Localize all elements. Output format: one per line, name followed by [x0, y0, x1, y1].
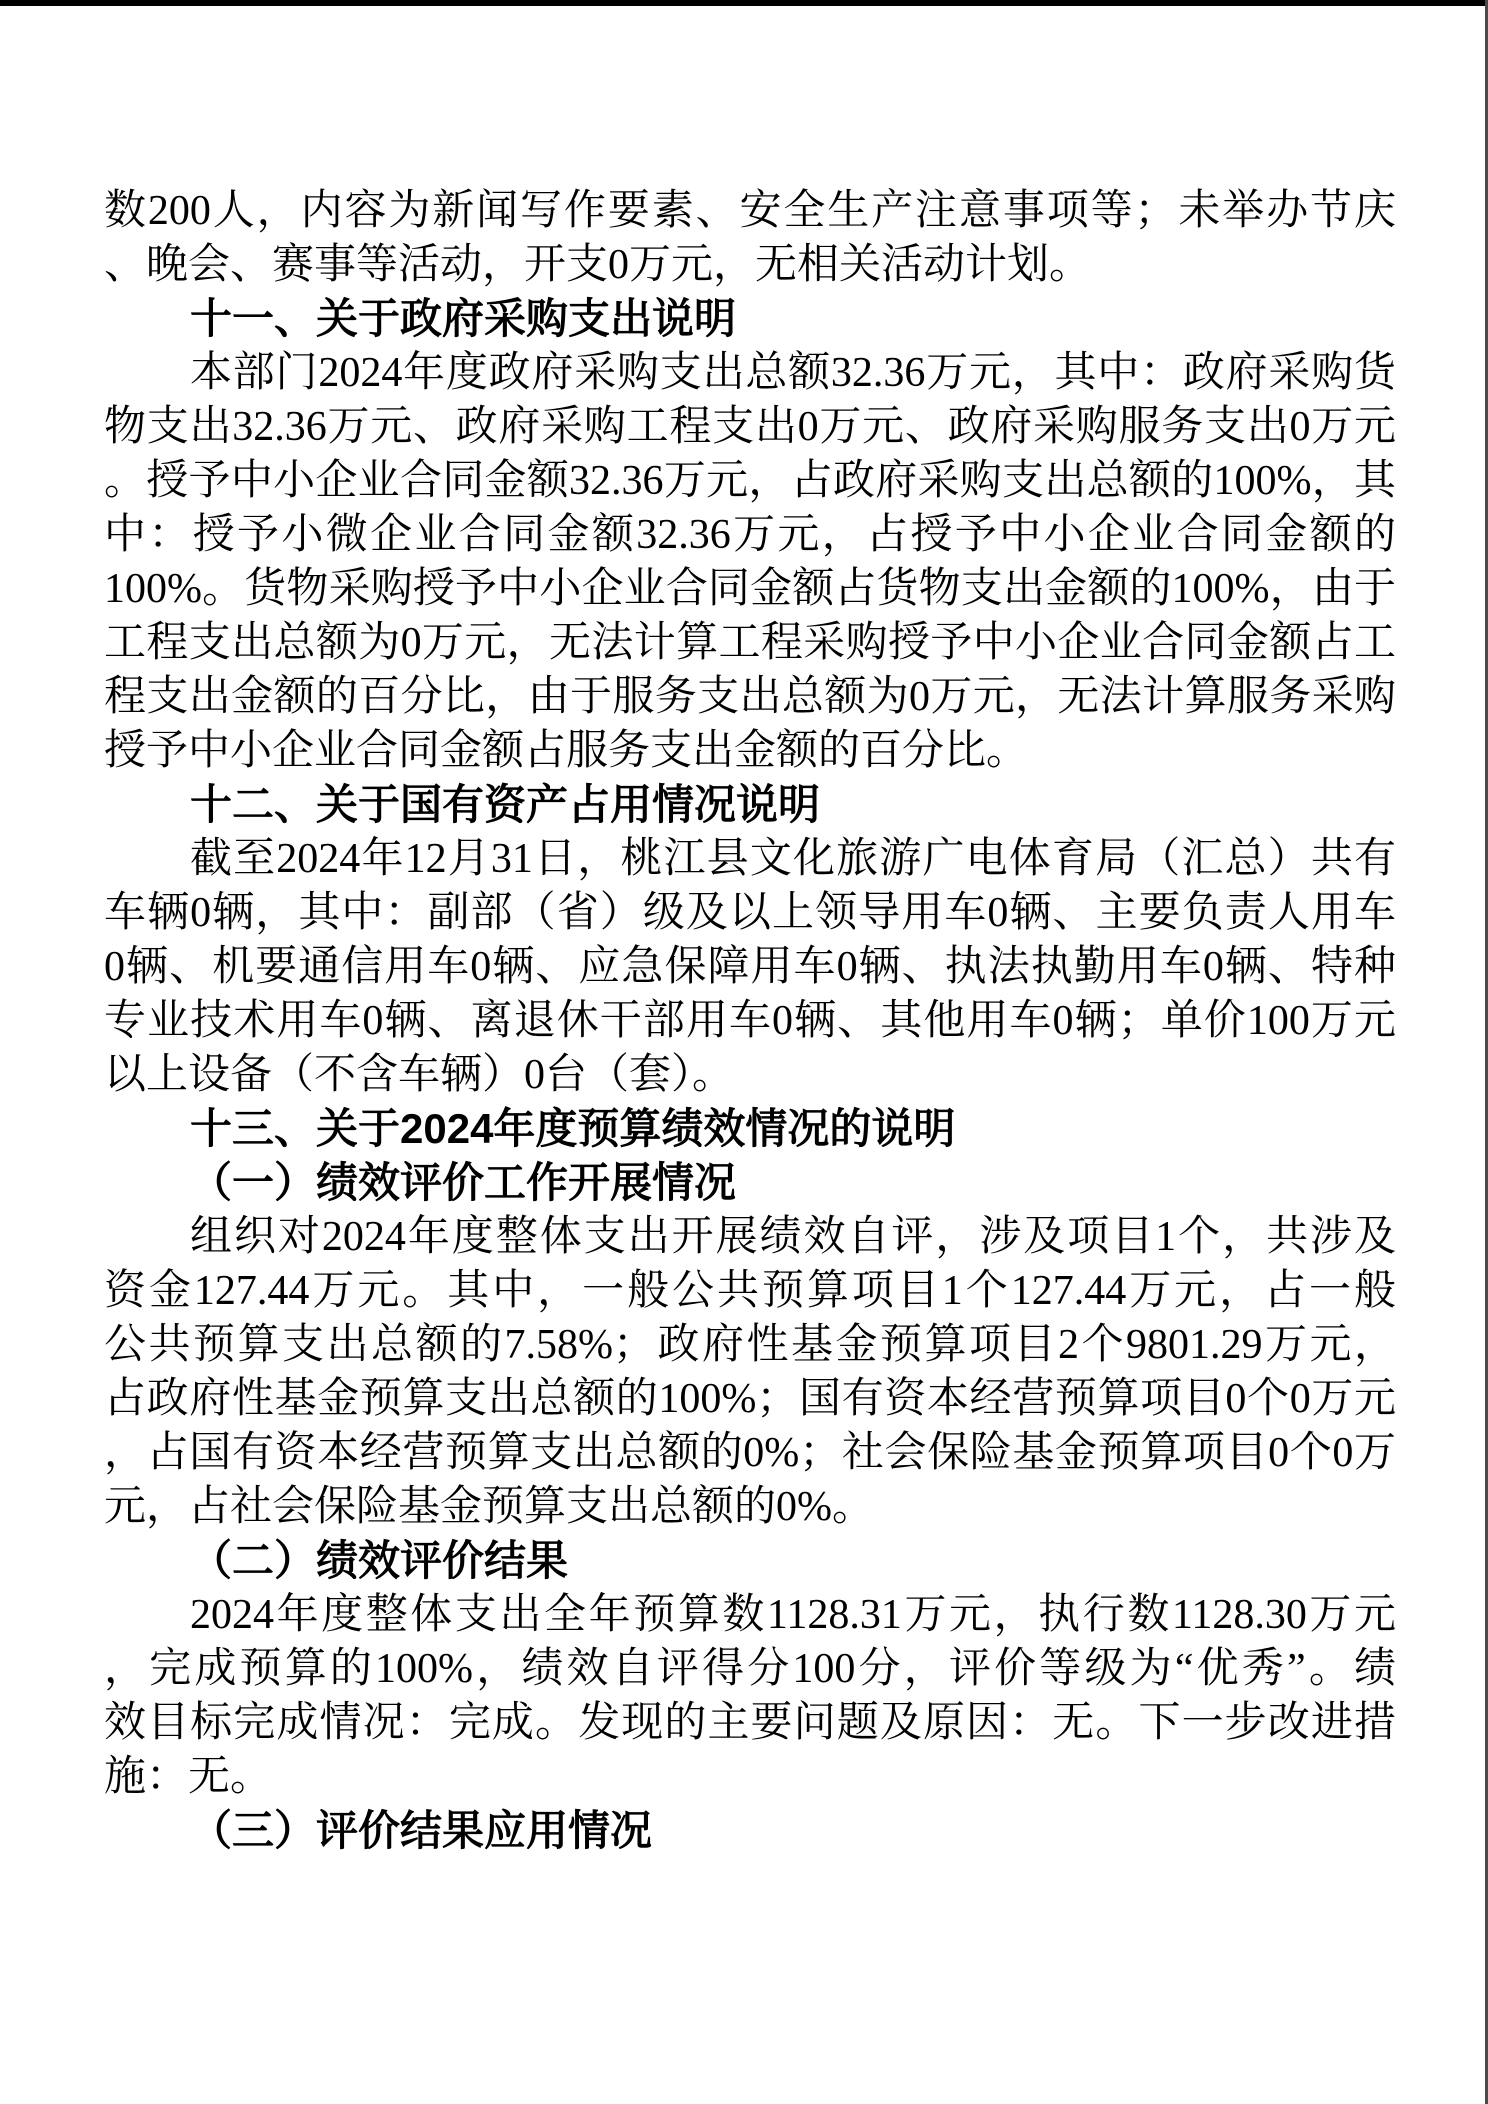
text-line: 中：授予小微企业合同金额32.36万元，占授予中小企业合同金额的 — [104, 512, 1396, 558]
text-line: 截至2024年12月31日，桃江县文化旅游广电体育局（汇总）共有 — [190, 836, 1396, 882]
text-line: ，完成预算的100%，绩效自评得分100分，评价等级为“优秀”。绩 — [104, 1646, 1396, 1692]
text-line: 资金127.44万元。其中，一般公共预算项目1个127.44万元，占一般 — [104, 1268, 1396, 1314]
text-line: 100%。货物采购授予中小企业合同金额占货物支出金额的100%，由于 — [104, 566, 1396, 612]
text-line: 组织对2024年度整体支出开展绩效自评，涉及项目1个，共涉及 — [190, 1214, 1396, 1260]
text-line: 占政府性基金预算支出总额的100%；国有资本经营预算项目0个0万元 — [104, 1376, 1396, 1422]
text-line: 。授予中小企业合同金额32.36万元，占政府采购支出总额的100%，其 — [104, 458, 1396, 504]
text-line: 授予中小企业合同金额占服务支出金额的百分比。 — [104, 728, 1029, 774]
text-line: 施：无。 — [104, 1754, 273, 1800]
section-heading: 十三、关于2024年度预算绩效情况的说明 — [190, 1105, 956, 1152]
section-heading: 十一、关于政府采购支出说明 — [190, 295, 737, 342]
page-top-edge — [0, 0, 1488, 6]
section-heading: 十二、关于国有资产占用情况说明 — [190, 781, 821, 828]
text-line: 车辆0辆，其中：副部（省）级及以上领导用车0辆、主要负责人用车 — [104, 890, 1396, 936]
text-line: 工程支出总额为0万元，无法计算工程采购授予中小企业合同金额占工 — [104, 620, 1396, 666]
text-line: 2024年度整体支出全年预算数1128.31万元，执行数1128.30万元 — [190, 1592, 1396, 1638]
text-line: 、晚会、赛事等活动，开支0万元，无相关活动计划。 — [104, 242, 1092, 288]
section-heading: （一）绩效评价工作开展情况 — [190, 1159, 737, 1206]
text-line: 物支出32.36万元、政府采购工程支出0万元、政府采购服务支出0万元 — [104, 404, 1396, 450]
text-line: 以上设备（不含车辆）0台（套）。 — [104, 1052, 735, 1098]
document-body — [104, 184, 1396, 1858]
text-line: 公共预算支出总额的7.58%；政府性基金预算项目2个9801.29万元， — [104, 1322, 1396, 1368]
text-line: 专业技术用车0辆、离退休干部用车0辆、其他用车0辆；单价100万元 — [104, 998, 1396, 1044]
text-line: 数200人，内容为新闻写作要素、安全生产注意事项等；未举办节庆 — [104, 188, 1396, 234]
text-line: 0辆、机要通信用车0辆、应急保障用车0辆、执法执勤用车0辆、特种 — [104, 944, 1396, 990]
section-heading: （二）绩效评价结果 — [190, 1537, 569, 1584]
text-line: 程支出金额的百分比，由于服务支出总额为0万元，无法计算服务采购 — [104, 674, 1396, 720]
text-line: ，占国有资本经营预算支出总额的0%；社会保险基金预算项目0个0万 — [104, 1430, 1396, 1476]
text-line: 元，占社会保险基金预算支出总额的0%。 — [104, 1484, 874, 1530]
text-line: 效目标完成情况：完成。发现的主要问题及原因：无。下一步改进措 — [104, 1700, 1396, 1746]
text-line: 本部门2024年度政府采购支出总额32.36万元，其中：政府采购货 — [190, 350, 1396, 396]
section-heading: （三）评价结果应用情况 — [190, 1807, 653, 1854]
